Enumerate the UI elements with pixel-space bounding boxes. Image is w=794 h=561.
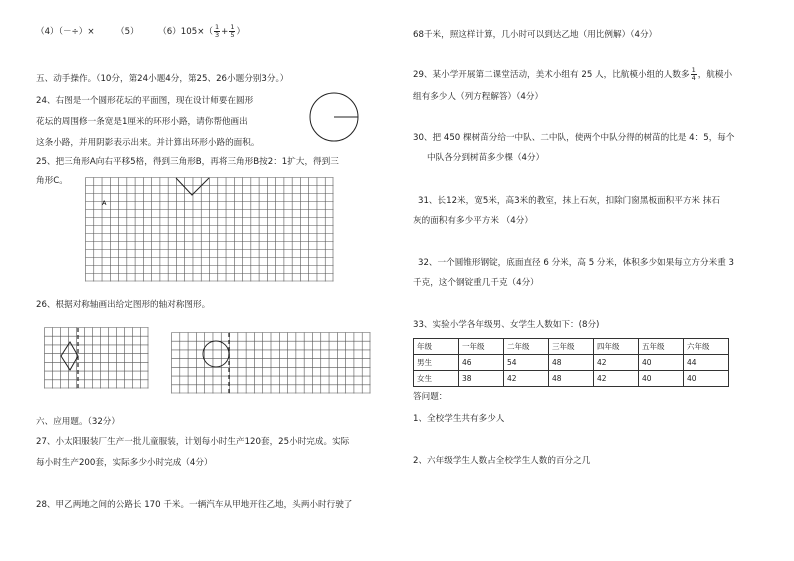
q33-text: 33、实验小学各年级男、女学生人数如下：(8分): [413, 320, 600, 330]
q33-sub-1: 1、全校学生共有多少人: [413, 414, 505, 424]
table-cell: 年级: [414, 339, 459, 355]
answer-label: 答问题：: [413, 392, 448, 402]
q29-prefix: 29、某小学开展第二课堂活动，美术小组有 25 人，比航模小组的人数多: [413, 70, 690, 80]
q32-line-2: 千克，这个钢锭重几千克（4分）: [413, 278, 539, 288]
table-cell: 四年级: [594, 339, 639, 355]
triangle-a: [176, 178, 209, 195]
q26-grid-right: [171, 332, 372, 395]
table-cell: 三年级: [549, 339, 594, 355]
section5-title: 五、动手操作。（10分，第24小题4分，第25、26小题分别3分。）: [36, 74, 289, 84]
q29-line-2: 组有多少人（列方程解答）（4分）: [413, 92, 544, 102]
q29-suffix: ，航模小: [697, 70, 733, 80]
table-cell: 42: [504, 371, 549, 387]
q28-line-2: 68千米，照这样计算，几小时可以到达乙地（用比例解）（4分）: [413, 30, 658, 40]
table-cell: 五年级: [639, 339, 684, 355]
q33-sub-2: 2、六年级学生人数占全校学生人数的百分之几: [413, 456, 591, 466]
q26-grid-left: [44, 327, 150, 390]
fraction-one-quarter: $\frac{1}{4}$: [691, 66, 696, 82]
q30-line-2: 中队各分到树苗多少棵（4分）: [427, 153, 545, 163]
circle-shape: [203, 341, 229, 367]
section6-title: 六、应用题。（32分）: [36, 417, 120, 427]
student-table: [413, 338, 729, 387]
q24-line-1: 24、右图是一个圆形花坛的平面图，现在设计师要在圆形: [36, 96, 254, 106]
table-row: [414, 355, 729, 371]
table-cell: 男生: [414, 355, 459, 371]
table-cell: 48: [549, 355, 594, 371]
calc-part-5: （5）: [116, 27, 139, 37]
q30-line-1: 30、把 450 棵树苗分给一中队、二中队，使两个中队分得的树苗的比是 4：5，每个: [413, 133, 735, 143]
table-cell: 54: [504, 355, 549, 371]
table-cell: 46: [459, 355, 504, 371]
q31-line-2: 灰的面积有多少平方米 （4分）: [413, 216, 533, 226]
fraction-one-third: $\frac{1}{3}$: [215, 23, 220, 39]
table-cell: 40: [684, 371, 729, 387]
q25-line-2: 角形C。: [36, 176, 68, 186]
q28-line-1: 28、甲乙两地之间的公路长 170 千米。一辆汽车从甲地开往乙地，头两小时行驶了: [36, 500, 353, 510]
q31-line-1: 31、长12米，宽5米，高3米的教室，抹上石灰，扣除门窗黑板面积平方米 抹石: [418, 196, 720, 206]
diamond-shape: [61, 342, 78, 370]
plus-sign: +: [221, 27, 229, 37]
q26-text: 26、根据对称轴画出给定图形的轴对称图形。: [36, 300, 211, 310]
q24-line-3: 这条小路，并用阴影表示出来。并计算出环形小路的面积。: [36, 138, 260, 148]
q24-line-2: 花坛的周围修一条宽是1厘米的环形小路，请你帮他画出: [36, 117, 248, 127]
calc-part-6-prefix: （6）105×（: [158, 27, 213, 37]
table-row: [414, 371, 729, 387]
q25-grid: [85, 177, 335, 283]
circle-garden-figure: [305, 90, 363, 144]
table-cell: 一年级: [459, 339, 504, 355]
q32-line-1: 32、一个圆锥形钢锭，底面直径 6 分米，高 5 分米，体积多少如果每立方分米重 3: [418, 258, 734, 268]
q29-line-1: [413, 67, 732, 82]
q27-line-1: 27、小太阳服装厂生产一批儿童服装，计划每小时生产120套，25小时完成。实际: [36, 437, 350, 447]
grid-lines: [172, 333, 371, 394]
calc-part-6-suffix: ）: [236, 27, 246, 37]
fraction-one-fifth: $\frac{1}{5}$: [230, 23, 235, 39]
grid-lines: [45, 328, 149, 389]
table-cell: 40: [639, 355, 684, 371]
table-cell: 二年级: [504, 339, 549, 355]
triangle-a-label: A: [102, 199, 107, 207]
table-cell: 六年级: [684, 339, 729, 355]
table-cell: 42: [594, 355, 639, 371]
q27-line-2: 每小时生产200套，实际多少小时完成（4分）: [36, 458, 213, 468]
table-cell: 42: [594, 371, 639, 387]
table-header-row: [414, 339, 729, 355]
q25-line-1: 25、把三角形A向右平移5格，得到三角形B，再将三角形B按2：1扩大，得到三: [36, 157, 339, 167]
table-cell: 48: [549, 371, 594, 387]
grid-lines: [86, 178, 334, 282]
table-cell: 女生: [414, 371, 459, 387]
calc-line: [36, 24, 245, 39]
table-cell: 44: [684, 355, 729, 371]
table-cell: 40: [639, 371, 684, 387]
calc-part-4: （4）（－÷）×: [36, 27, 95, 37]
table-cell: 38: [459, 371, 504, 387]
